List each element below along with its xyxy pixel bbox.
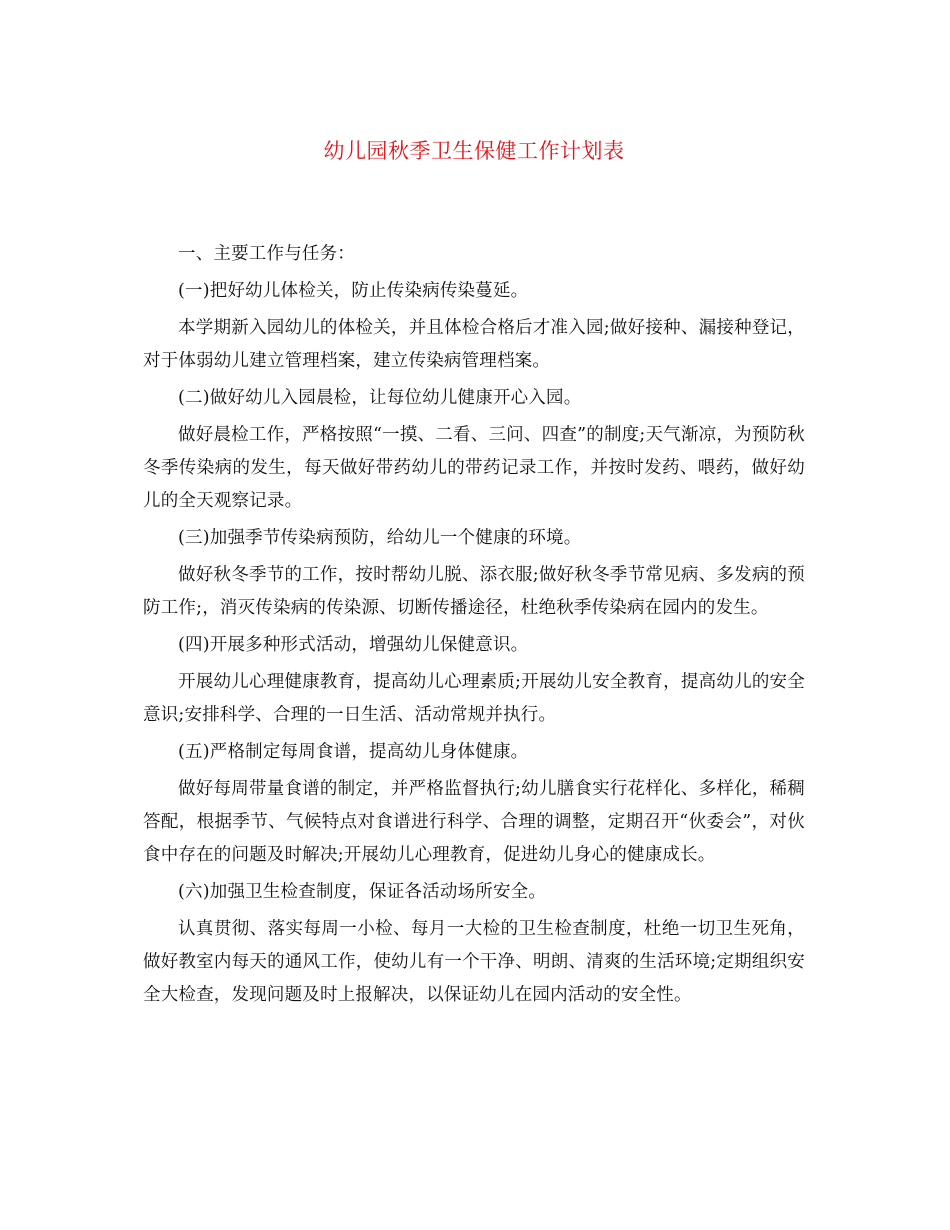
- subsection-heading-3: (三)加强季节传染病预防，给幼儿一个健康的环境。: [178, 528, 582, 548]
- paragraph-6: 认真贯彻、落实每周一小检、每月一大检的卫生检查制度，杜绝一切卫生死角，做好教室内每天的通风工作，使幼儿有一个干净、明朗、清爽的生活环境;定期组织安全大检查，发现问题及时上报解决，以保证幼儿在园内活动的安全性。: [143, 919, 805, 1005]
- section-heading: 一、主要工作与任务：: [178, 244, 355, 264]
- document-title: 幼儿园秋季卫生保健工作计划表: [323, 139, 625, 163]
- paragraph-1: 本学期新入园幼儿的体检关，并且体检合格后才准入园;做好接种、漏接种登记，对于体弱幼儿建立管理档案，建立传染病管理档案。: [143, 318, 805, 371]
- paragraph-2: 做好晨检工作，严格按照“一摸、二看、三问、四查”的制度;天气渐凉，为预防秋冬季传染病的发生，每天做好带药幼儿的带药记录工作，并按时发药、喂药，做好幼儿的全天观察记录。: [143, 425, 805, 511]
- paragraph-4: 开展幼儿心理健康教育，提高幼儿心理素质;开展幼儿安全教育，提高幼儿的安全意识;安排科学、合理的一日生活、活动常规并执行。: [143, 672, 805, 725]
- subsection-heading-1: (一)把好幼儿体检关，防止传染病传染蔓延。: [178, 281, 529, 301]
- subsection-heading-5: (五)严格制定每周食谱，提高幼儿身体健康。: [178, 742, 529, 762]
- document-body: [143, 238, 805, 1012]
- paragraph-5: 做好每周带量食谱的制定，并严格监督执行;幼儿膳食实行花样化、多样化，稀稠答配，根据季节、气候特点对食谱进行科学、合理的调整，定期召开“伙委会”，对伙食中存在的问题及时解决;开展幼儿心理教育，促进幼儿身心的健康成长。: [143, 779, 805, 865]
- subsection-heading-4: (四)开展多种形式活动，增强幼儿保健意识。: [178, 635, 529, 655]
- subsection-heading-2: (二)做好幼儿入园晨检，让每位幼儿健康开心入园。: [178, 388, 582, 408]
- paragraph-3: 做好秋冬季节的工作，按时帮幼儿脱、添衣服;做好秋冬季节常见病、多发病的预防工作;，消灭传染病的传染源、切断传播途径，杜绝秋季传染病在园内的发生。: [143, 565, 805, 618]
- subsection-heading-6: (六)加强卫生检查制度，保证各活动场所安全。: [178, 882, 547, 902]
